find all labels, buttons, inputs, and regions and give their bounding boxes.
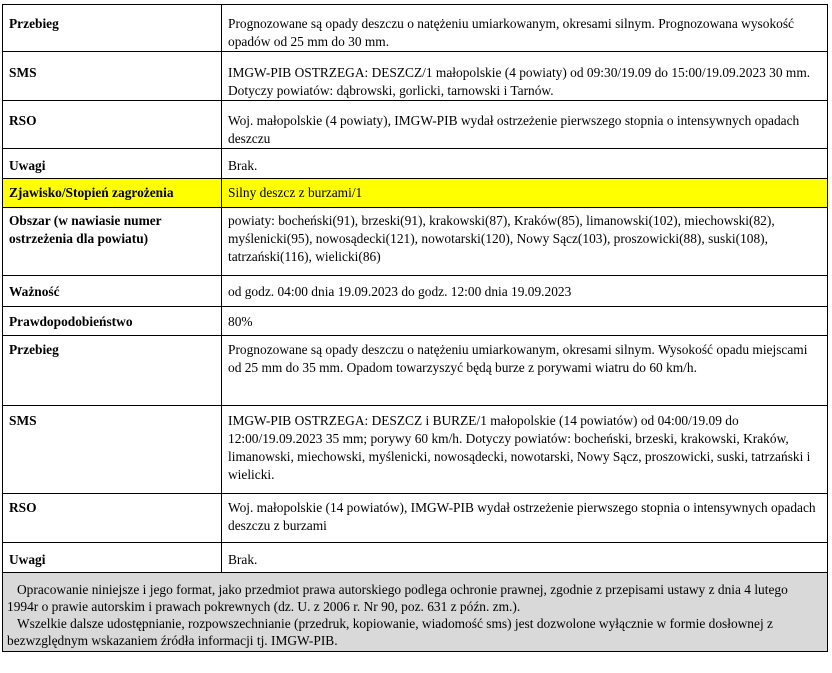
label-waznosc: Ważność — [3, 276, 222, 307]
label-uwagi: Uwagi — [3, 149, 222, 179]
row-przebieg-1 — [3, 5, 828, 52]
value-zjawisko: Silny deszcz z burzami/1 — [222, 179, 828, 208]
footer-copyright: Opracowanie niniejsze i jego format, jako przedmiot prawa autorskiego podlega ochronie prawnej, zgodnie z przepisami ustawy z dnia 4 lutego 1994r o prawie autorskim i prawach pokrewnych (dz. U. z 2006 r. Nr 90, poz. 631 z późn. zm.). — [7, 582, 788, 614]
row-uwagi-2 — [3, 543, 828, 573]
row-footer — [3, 573, 828, 652]
row-rso-1 — [3, 101, 828, 149]
row-przebieg-2 — [3, 336, 828, 406]
value-sms: IMGW-PIB OSTRZEGA: DESZCZ/1 małopolskie (4 powiaty) od 09:30/19.09 do 15:00/19.09.2023 30 mm. Dotyczy powiatów: dąbrowski, gorlicki, tarnowski i Tarnów. — [222, 52, 828, 101]
row-zjawisko — [3, 179, 828, 208]
value-przebieg: Prognozowane są opady deszczu o natężeniu umiarkowanym, okresami silnym. Prognozowana wysokość opadów od 25 mm do 30 mm. — [222, 5, 828, 52]
row-waznosc — [3, 276, 828, 307]
value-rso: Woj. małopolskie (14 powiatów), IMGW-PIB wydał ostrzeżenie pierwszego stopnia o intensywnych opadach deszczu z burzami — [222, 494, 828, 543]
value-prawdopodobienstwo: 80% — [222, 307, 828, 336]
label-zjawisko: Zjawisko/Stopień zagrożenia — [3, 179, 222, 208]
row-rso-2 — [3, 494, 828, 543]
row-prawdopodobienstwo — [3, 307, 828, 336]
label-sms: SMS — [3, 52, 222, 101]
value-uwagi: Brak. — [222, 543, 828, 573]
value-przebieg: Prognozowane są opady deszczu o natężeniu umiarkowanym, okresami silnym. Wysokość opadu miejscami od 25 mm do 35 mm. Opadom towarzyszyć będą burze z porywami wiatru do 60 km/h. — [222, 336, 828, 406]
label-przebieg: Przebieg — [3, 336, 222, 406]
row-uwagi-1 — [3, 149, 828, 179]
footer-sharing: Wszelkie dalsze udostępnianie, rozpowszechnianie (przedruk, kopiowanie, wiadomość sms) jest dozwolone wyłącznie w formie dosłownej z bezwzględnym wskazaniem źródła informacji tj. IMGW-PIB. — [7, 616, 773, 648]
value-sms: IMGW-PIB OSTRZEGA: DESZCZ i BURZE/1 małopolskie (14 powiatów) od 04:00/19.09 do 12:00/19.09.2023 35 mm; porywy 60 km/h. Dotyczy powiatów: bocheński, brzeski, krakowski, Kraków, limanowski, miechowski, myślenicki, nowosądecki, nowotarski, Nowy Sącz, proszowicki, suski, tatrzański i wielicki. — [222, 406, 828, 494]
value-uwagi: Brak. — [222, 149, 828, 179]
label-prawdopodobienstwo: Prawdopodobieństwo — [3, 307, 222, 336]
label-rso: RSO — [3, 494, 222, 543]
label-sms: SMS — [3, 406, 222, 494]
row-obszar — [3, 208, 828, 276]
label-obszar: Obszar (w nawiasie numer ostrzeżenia dla powiatu) — [3, 208, 222, 276]
warning-table — [2, 4, 828, 652]
row-sms-1 — [3, 52, 828, 101]
value-obszar: powiaty: bocheński(91), brzeski(91), krakowski(87), Kraków(85), limanowski(102), miechowski(82), myślenicki(95), nowosądecki(121), nowotarski(120), Nowy Sącz(103), proszowicki(88), suski(108), tatrzański(116), wielicki(86) — [222, 208, 828, 276]
footer-note — [3, 573, 828, 652]
value-rso: Woj. małopolskie (4 powiaty), IMGW-PIB wydał ostrzeżenie pierwszego stopnia o intensywnych opadach deszczu — [222, 101, 828, 149]
label-rso: RSO — [3, 101, 222, 149]
row-sms-2 — [3, 406, 828, 494]
label-uwagi: Uwagi — [3, 543, 222, 573]
value-waznosc: od godz. 04:00 dnia 19.09.2023 do godz. 12:00 dnia 19.09.2023 — [222, 276, 828, 307]
label-przebieg: Przebieg — [3, 5, 222, 52]
